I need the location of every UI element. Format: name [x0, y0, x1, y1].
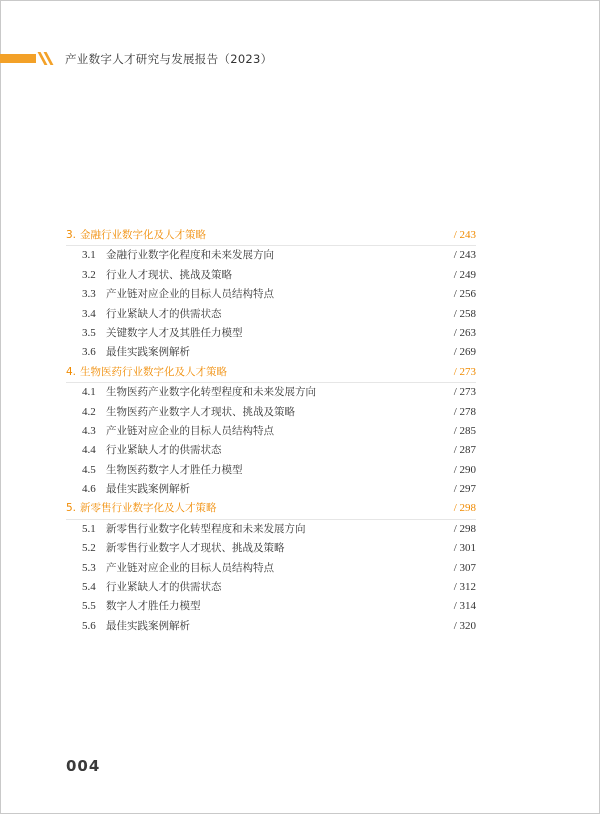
toc-number: 5.5	[82, 600, 96, 613]
toc-page-ref: / 269	[453, 346, 476, 359]
toc-page-ref: / 290	[453, 463, 476, 476]
toc-number: 3.5	[82, 326, 96, 339]
toc-entry-4-2[interactable]	[66, 403, 476, 422]
toc-entry-3-6[interactable]	[66, 343, 476, 362]
toc-page-ref: / 312	[453, 581, 476, 594]
toc-number: 5.2	[82, 542, 96, 555]
toc-title: 最佳实践案例解析	[106, 619, 190, 632]
toc-title: 产业链对应企业的目标人员结构特点	[106, 288, 274, 301]
toc-entry-3-5[interactable]	[66, 324, 476, 343]
toc-entry-3-4[interactable]	[66, 305, 476, 324]
toc-entry-5-5[interactable]	[66, 597, 476, 616]
toc-title: 数字人才胜任力模型	[106, 600, 201, 613]
toc-entry-5-3[interactable]	[66, 559, 476, 578]
toc-page-ref: / 256	[453, 288, 476, 301]
toc-title: 新零售行业数字化转型程度和未来发展方向	[106, 522, 306, 535]
toc-title: 行业人才现状、挑战及策略	[106, 268, 232, 281]
toc-page-ref: / 297	[453, 483, 476, 496]
toc-entry-3-2[interactable]	[66, 266, 476, 285]
toc-section-3[interactable]	[66, 226, 476, 246]
toc-title: 生物医药数字人才胜任力模型	[106, 463, 243, 476]
toc-title: 金融行业数字化及人才策略	[80, 229, 206, 241]
toc-title: 生物医药产业数字化转型程度和未来发展方向	[106, 386, 316, 399]
toc-number: 5.1	[82, 522, 96, 535]
toc-section-5[interactable]	[66, 499, 476, 519]
toc-entry-4-4[interactable]	[66, 441, 476, 460]
toc-page-ref: / 249	[453, 268, 476, 281]
toc-page-ref: / 287	[453, 444, 476, 457]
toc-number: 3.	[66, 229, 77, 241]
toc-number: 4.1	[82, 386, 96, 399]
toc-number: 4.2	[82, 405, 96, 418]
toc-number: 5.4	[82, 581, 96, 594]
toc-number: 3.1	[82, 249, 96, 262]
toc-page-ref: / 243	[453, 229, 476, 241]
toc-number: 3.3	[82, 288, 96, 301]
toc-title: 关键数字人才及其胜任力模型	[106, 326, 243, 339]
toc-entry-4-1[interactable]	[66, 383, 476, 402]
toc-number: 3.4	[82, 307, 96, 320]
toc-number: 5.3	[82, 561, 96, 574]
toc-page-ref: / 307	[453, 561, 476, 574]
toc-page-ref: / 258	[453, 307, 476, 320]
toc-entry-4-6[interactable]	[66, 480, 476, 499]
toc-entry-3-3[interactable]	[66, 285, 476, 304]
page-number: 004	[66, 757, 101, 775]
toc-page-ref: / 273	[453, 365, 476, 378]
toc-title: 行业紧缺人才的供需状态	[106, 444, 222, 457]
toc-page-ref: / 278	[453, 405, 476, 418]
toc-page-ref: / 298	[453, 502, 476, 515]
toc-entry-4-3[interactable]	[66, 422, 476, 441]
toc-title: 新零售行业数字人才现状、挑战及策略	[106, 542, 285, 555]
toc-title: 生物医药产业数字人才现状、挑战及策略	[106, 405, 295, 418]
toc-number: 4.	[66, 365, 77, 378]
toc-page-ref: / 263	[453, 326, 476, 339]
toc-page-ref: / 273	[453, 386, 476, 399]
running-header-title: 产业数字人才研究与发展报告（2023）	[65, 52, 273, 66]
toc-number: 5.6	[82, 619, 96, 632]
toc-title: 行业紧缺人才的供需状态	[106, 307, 222, 320]
toc-number: 5.	[66, 502, 77, 515]
toc-page-ref: / 314	[453, 600, 476, 613]
toc-entry-5-6[interactable]	[66, 617, 476, 636]
table-of-contents	[66, 226, 476, 636]
toc-page-ref: / 301	[453, 542, 476, 555]
header-accent-bar	[0, 54, 36, 63]
toc-title: 生物医药行业数字化及人才策略	[80, 365, 227, 378]
toc-number: 3.2	[82, 268, 96, 281]
toc-title: 产业链对应企业的目标人员结构特点	[106, 561, 274, 574]
toc-title: 最佳实践案例解析	[106, 346, 190, 359]
toc-title: 金融行业数字化程度和未来发展方向	[106, 249, 274, 262]
toc-title: 产业链对应企业的目标人员结构特点	[106, 424, 274, 437]
toc-page-ref: / 298	[453, 522, 476, 535]
toc-entry-4-5[interactable]	[66, 461, 476, 480]
toc-title: 最佳实践案例解析	[106, 483, 190, 496]
toc-entry-5-2[interactable]	[66, 539, 476, 558]
toc-page-ref: / 285	[453, 424, 476, 437]
toc-number: 4.3	[82, 424, 96, 437]
toc-entry-5-4[interactable]	[66, 578, 476, 597]
toc-entry-3-1[interactable]	[66, 246, 476, 265]
toc-number: 4.6	[82, 483, 96, 496]
toc-entry-5-1[interactable]	[66, 520, 476, 539]
toc-number: 3.6	[82, 346, 96, 359]
toc-section-4[interactable]	[66, 363, 476, 383]
toc-title: 新零售行业数字化及人才策略	[80, 502, 217, 515]
toc-page-ref: / 320	[453, 619, 476, 632]
toc-number: 4.5	[82, 463, 96, 476]
toc-title: 行业紧缺人才的供需状态	[106, 581, 222, 594]
toc-page-ref: / 243	[453, 249, 476, 262]
toc-number: 4.4	[82, 444, 96, 457]
